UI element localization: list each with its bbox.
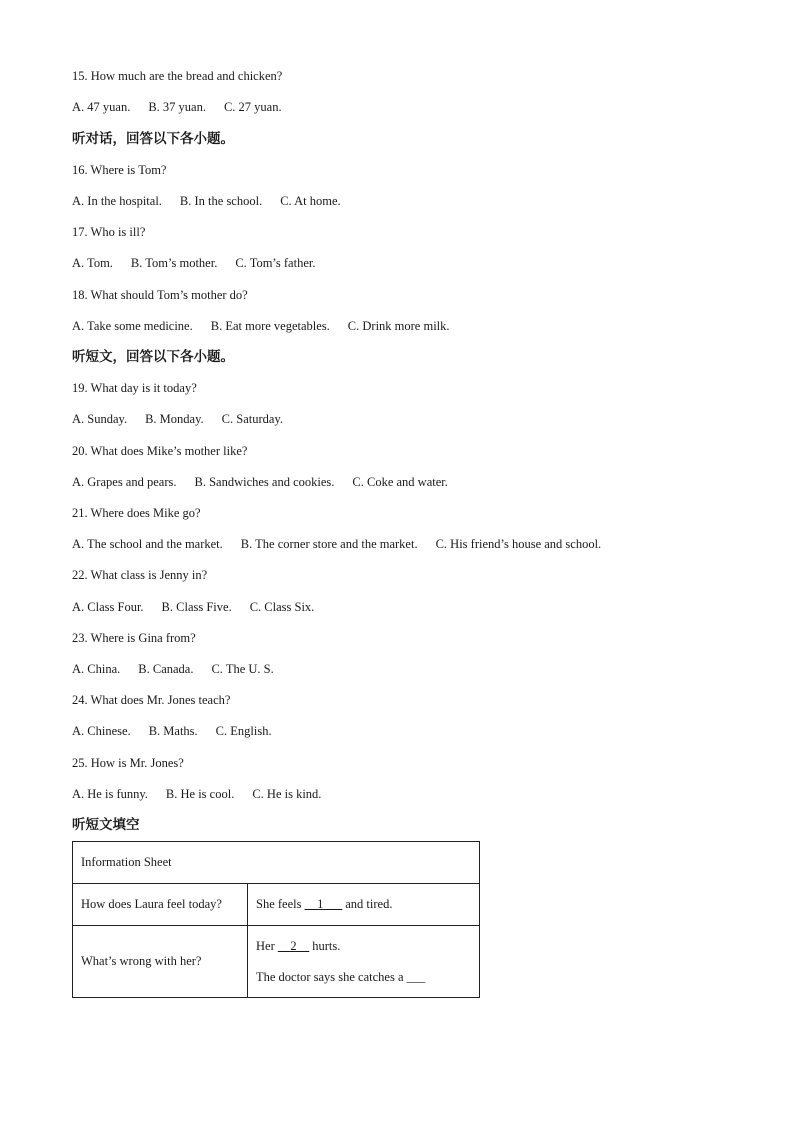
table-row — [73, 926, 480, 998]
option-c: C. At home. — [280, 194, 341, 208]
option-c: C. Class Six. — [249, 600, 315, 614]
option-b: B. The corner store and the market. — [240, 537, 418, 551]
table-question-wrong: What’s wrong with her? — [73, 926, 248, 998]
option-a: A. Chinese. — [72, 724, 131, 738]
question-17: 17. Who is ill? — [72, 225, 146, 239]
table-title: Information Sheet — [73, 842, 480, 884]
options-19 — [72, 411, 301, 427]
option-b: B. Monday. — [145, 412, 204, 426]
option-a: A. Take some medicine. — [72, 319, 193, 333]
option-b: B. He is cool. — [165, 787, 235, 801]
answer-text: and tired. — [342, 897, 393, 911]
table-row — [73, 884, 480, 926]
options-20 — [72, 474, 466, 490]
options-15 — [72, 99, 300, 115]
options-25 — [72, 786, 339, 802]
table-question-feel: How does Laura feel today? — [73, 884, 248, 926]
answer-text: Her — [256, 939, 278, 953]
options-24 — [72, 723, 290, 739]
options-22 — [72, 599, 332, 615]
option-c: C. Saturday. — [221, 412, 284, 426]
option-a: A. China. — [72, 662, 121, 676]
option-a: A. Tom. — [72, 256, 113, 270]
option-a: A. In the hospital. — [72, 194, 162, 208]
option-b: B. 37 yuan. — [148, 100, 206, 114]
answer-line-1 — [256, 938, 471, 954]
option-c: C. Coke and water. — [352, 475, 448, 489]
option-c: C. The U. S. — [211, 662, 274, 676]
options-23 — [72, 661, 292, 677]
option-b: B. Tom’s mother. — [130, 256, 218, 270]
option-a: A. 47 yuan. — [72, 100, 131, 114]
option-b: B. Eat more vegetables. — [210, 319, 330, 333]
question-24: 24. What does Mr. Jones teach? — [72, 693, 231, 707]
option-c: C. 27 yuan. — [223, 100, 282, 114]
options-18 — [72, 318, 468, 334]
option-b: B. Maths. — [148, 724, 198, 738]
blank-2: __2__ — [277, 939, 310, 953]
section-heading-dialogue: 听对话，回答以下各小题。 — [72, 131, 234, 147]
table-answer-feel — [248, 884, 480, 926]
option-a: A. Class Four. — [72, 600, 144, 614]
options-17 — [72, 255, 333, 271]
question-23: 23. Where is Gina from? — [72, 631, 196, 645]
table-row — [73, 842, 480, 884]
question-20: 20. What does Mike’s mother like? — [72, 444, 248, 458]
option-a: A. The school and the market. — [72, 537, 223, 551]
question-22: 22. What class is Jenny in? — [72, 568, 208, 582]
section-heading-fill: 听短文填空 — [72, 817, 140, 833]
question-25: 25. How is Mr. Jones? — [72, 756, 184, 770]
question-15: 15. How much are the bread and chicken? — [72, 69, 283, 83]
option-c: C. English. — [215, 724, 272, 738]
option-b: B. Canada. — [138, 662, 194, 676]
question-18: 18. What should Tom’s mother do? — [72, 288, 248, 302]
question-19: 19. What day is it today? — [72, 381, 197, 395]
options-16 — [72, 193, 359, 209]
option-b: B. Sandwiches and cookies. — [194, 475, 335, 489]
question-16: 16. Where is Tom? — [72, 163, 167, 177]
information-sheet-table — [72, 841, 480, 998]
option-a: A. He is funny. — [72, 787, 148, 801]
option-c: C. Tom’s father. — [235, 256, 316, 270]
section-heading-passage: 听短文，回答以下各小题。 — [72, 349, 234, 365]
option-a: A. Grapes and pears. — [72, 475, 177, 489]
table-answer-wrong — [248, 926, 480, 998]
options-21 — [72, 536, 619, 552]
option-a: A. Sunday. — [72, 412, 128, 426]
answer-text: hurts. — [309, 939, 341, 953]
answer-line-2: The doctor says she catches a ___ — [256, 970, 426, 984]
option-c: C. He is kind. — [252, 787, 322, 801]
question-21: 21. Where does Mike go? — [72, 506, 201, 520]
blank-1: __1___ — [304, 897, 343, 911]
option-c: C. Drink more milk. — [347, 319, 450, 333]
option-b: B. Class Five. — [161, 600, 232, 614]
option-b: B. In the school. — [179, 194, 263, 208]
answer-text: She feels — [256, 897, 305, 911]
option-c: C. His friend’s house and school. — [435, 537, 602, 551]
